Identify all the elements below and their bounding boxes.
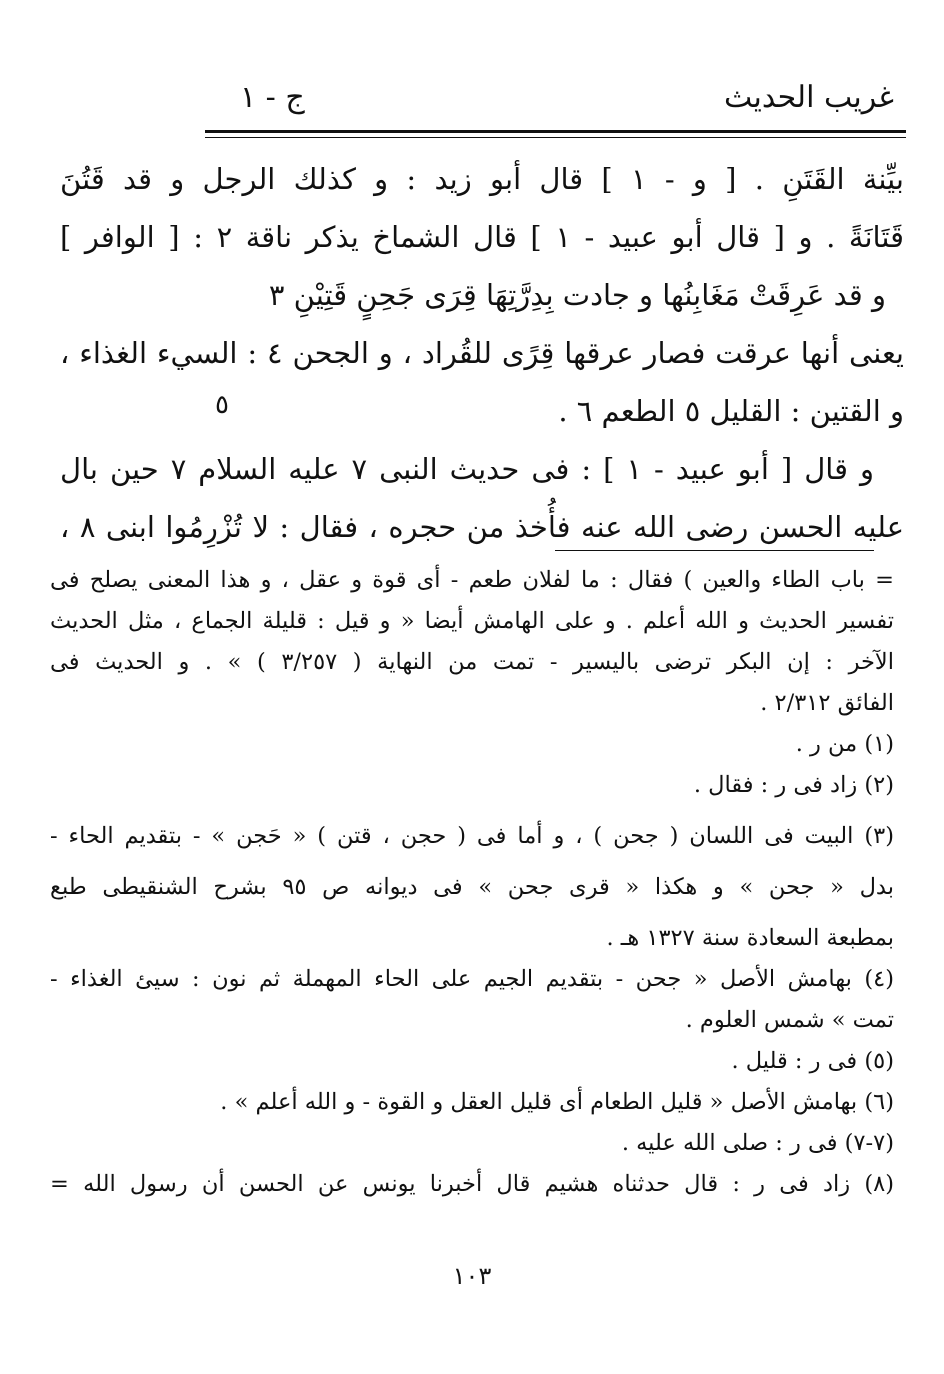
running-title: غريب الحديث xyxy=(724,80,894,115)
main-line: بيِّنة القَتَنِ . [ و - ١ ] قال أبو زيد : و كذلك الرجل و قد قَتُنَ xyxy=(60,162,904,196)
footnotes xyxy=(50,560,894,1205)
footnote-line: بدل « جحن » و هكذا « قرى جحن » فى ديوانه ص ٩٥ بشرح الشنقيطى طبع xyxy=(50,874,894,900)
header-rule-thick xyxy=(205,130,906,133)
footnote-7: (٧-٧) فى ر : صلى الله عليه . xyxy=(621,1130,894,1156)
footnote-5: (٥) فى ر : قليل . xyxy=(731,1048,894,1074)
main-line: عليه الحسن رضى الله عنه فأُخذ من حجره ، فقال : لا تُزْرِمُوا ابنى ٨ ، xyxy=(60,510,904,544)
poem-verse: و قد عَرِقَتْ مَغَابِنُها و جادت بِدِرَّتِهَا قِرَى جَحِنٍ قَتِيْنِ ٣ xyxy=(268,278,886,312)
footnote-4: (٤) بهامش الأصل « جحن - بتقديم الجيم على الحاء المهملة ثم نون : سيئ الغذاء - xyxy=(50,966,894,992)
main-text xyxy=(60,150,904,556)
margin-line-number: ٥ xyxy=(215,390,229,420)
footnote-line: تمت » شمس العلوم . xyxy=(685,1007,894,1033)
footnote-2: (٢) زاد فى ر : فقال . xyxy=(693,772,894,798)
footnote-line: = باب الطاء والعين ) فقال : ما لفلان طعم - أى قوة و عقل ، و هذا المعنى يصلح فى xyxy=(50,567,894,593)
main-line: يعنى أنها عرقت فصار عرقها قِرًى للقُراد ، و الجحن ٤ : السيء الغذاء ، xyxy=(60,336,905,370)
page-number: ١٠٣ xyxy=(452,1262,492,1290)
header-rule-thin xyxy=(205,137,906,138)
volume-indicator: ج - ١ xyxy=(240,80,305,115)
main-line: و قال [ أبو عبيد - ١ ] : فى حديث النبى ٧ عليه السلام ٧ حين بال xyxy=(60,452,874,486)
footnote-3: (٣) البيت فى اللسان ( جحن ) ، و أما فى ( حجن ، قتن ) « حَجن » - بتقديم الحاء - xyxy=(50,823,894,849)
footnote-line: الفائق ٢/٣١٢ . xyxy=(760,690,894,716)
footnote-6: (٦) بهامش الأصل « قليل الطعام أى قليل العقل و القوة - و الله أعلم » . xyxy=(220,1089,894,1115)
footnote-1: (١) من ر . xyxy=(795,731,894,757)
footnote-8: (٨) زاد فى ر : قال حدثناه هشيم قال أخبرنا يونس عن الحسن أن رسول الله = xyxy=(50,1171,894,1197)
footnote-line: بمطبعة السعادة سنة ١٣٢٧ هـ . xyxy=(606,925,894,951)
footnote-line: تفسير الحديث و الله أعلم . و على الهامش أيضا « و قيل : قليلة الجماع ، مثل الحديث xyxy=(50,608,894,634)
footnote-separator xyxy=(555,550,874,551)
main-line: قَتَانَةً . و [ قال أبو عبيد - ١ ] قال الشماخ يذكر ناقة ٢ : [ الوافر ] xyxy=(60,220,904,254)
footnote-line: الآخر : إن البكر ترضى باليسير - تمت من النهاية ( ٣/٢٥٧ ) » . و الحديث فى xyxy=(50,649,894,675)
main-line: و القتين : القليل ٥ الطعم ٦ . xyxy=(558,394,904,428)
